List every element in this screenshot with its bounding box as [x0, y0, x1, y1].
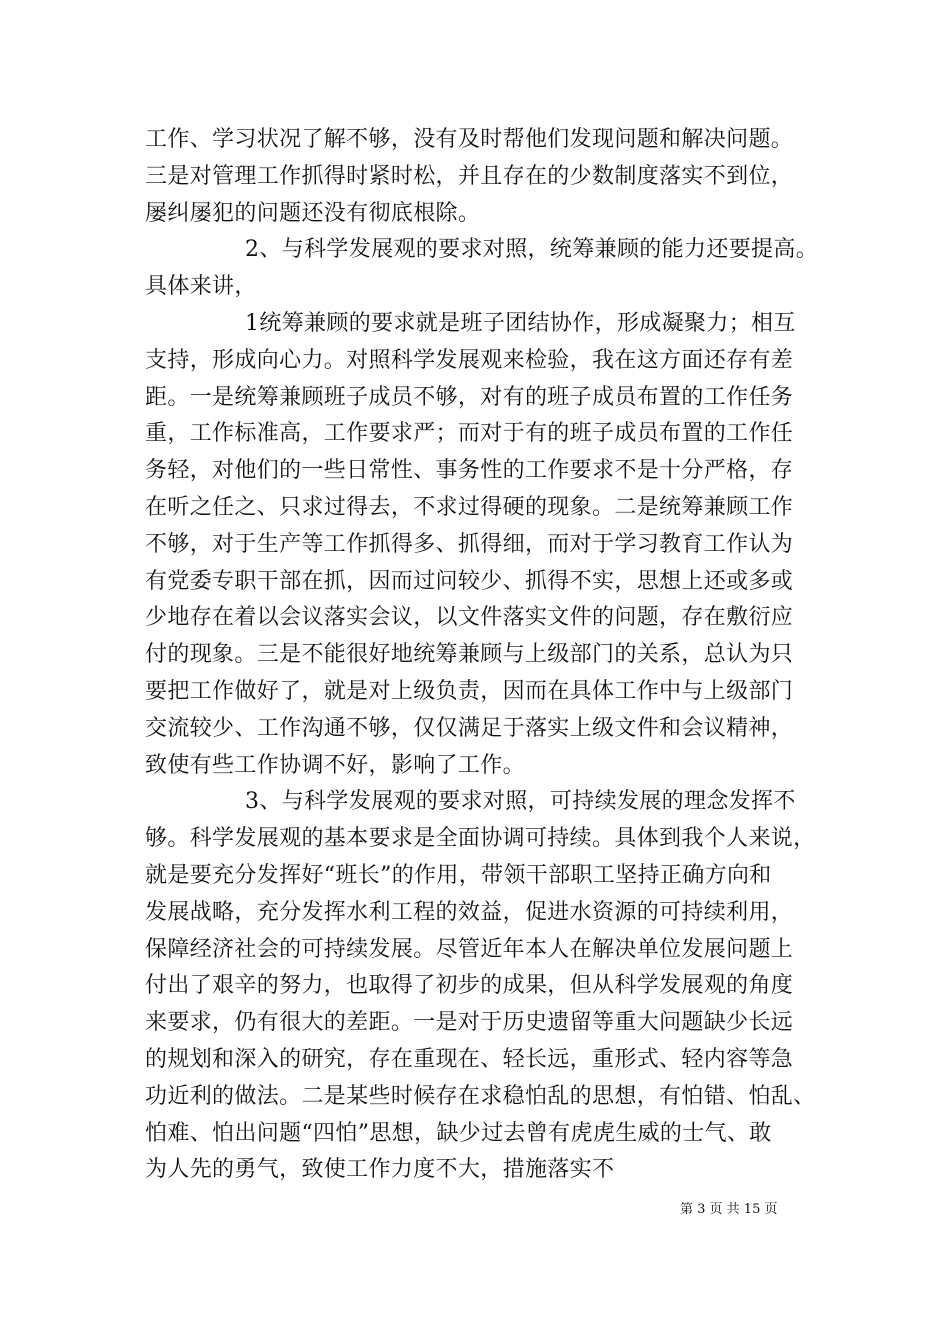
text-line: 三是对管理工作抓得时紧时松，并且存在的少数制度落实不到位， — [145, 163, 794, 189]
text-line: 有党委专职干部在抓，因而过问较少、抓得不实，思想上还或多或 — [145, 568, 794, 594]
text-line: 交流较少、工作沟通不够，仅仅满足于落实上级文件和会议精神， — [145, 715, 794, 741]
text-line: 具体来讲， — [145, 274, 257, 300]
text-line: 怕难、怕出问题“四怕”思想，缺少过去曾有虎虎生威的士气、敢 — [145, 1120, 772, 1146]
text-line: 发展战略，充分发挥水利工程的效益，促进水资源的可持续利用， — [145, 899, 794, 925]
text-line: 功近利的做法。二是某些时候存在求稳怕乱的思想，有怕错、怕乱、 — [145, 1083, 816, 1109]
text-line: 就是要充分发挥好“班长”的作用，带领干部职工坚持正确方向和 — [145, 862, 772, 888]
text-line: 工作、学习状况了解不够，没有及时帮他们发现问题和解决问题。 — [145, 127, 794, 152]
body-text — [145, 122, 835, 1189]
text-line: 重，工作标准高，工作要求严；而对于有的班子成员布置的工作任 — [145, 421, 794, 447]
text-line: 支持，形成向心力。对照科学发展观来检验，我在这方面还存有差 — [145, 347, 794, 373]
text-line: 付的现象。三是不能很好地统筹兼顾与上级部门的关系，总认为只 — [145, 642, 794, 668]
text-line: 在听之任之、只求过得去，不求过得硬的现象。二是统筹兼顾工作 — [145, 494, 794, 520]
section-heading-2: 2、与科学发展观的要求对照，统筹兼顾的能力还要提高。 — [245, 237, 819, 263]
text-line: 少地存在着以会议落实会议，以文件落实文件的问题，存在敷衍应 — [145, 605, 794, 631]
text-line: 致使有些工作协调不好，影响了工作。 — [145, 752, 525, 778]
text-line: 屡纠屡犯的问题还没有彻底根除。 — [145, 200, 481, 226]
text-line: 不够，对于生产等工作抓得多、抓得细，而对于学习教育工作认为 — [145, 531, 794, 557]
text-line: 距。一是统筹兼顾班子成员不够，对有的班子成员布置的工作任务 — [145, 384, 794, 410]
text-line: 的规划和深入的研究，存在重现在、轻长远，重形式、轻内容等急 — [145, 1046, 794, 1072]
text-line: 付出了艰辛的努力，也取得了初步的成果，但从科学发展观的角度 — [145, 973, 794, 999]
text-line: 够。科学发展观的基本要求是全面协调可持续。具体到我个人来说， — [145, 826, 816, 852]
text-line: 务轻，对他们的一些日常性、事务性的工作要求不是十分严格，存 — [145, 458, 794, 484]
text-line: 要把工作做好了，就是对上级负责，因而在具体工作中与上级部门 — [145, 678, 794, 704]
text-line: 来要求，仍有很大的差距。一是对于历史遗留等重大问题缺少长远 — [145, 1010, 794, 1036]
section-heading-3: 3、与科学发展观的要求对照，可持续发展的理念发挥不 — [245, 789, 796, 815]
text-line: 保障经济社会的可持续发展。尽管近年本人在解决单位发展问题上 — [145, 936, 794, 962]
page-number-footer: 第 3 页 共 15 页 — [680, 1202, 778, 1217]
text-line: 为人先的勇气，致使工作力度不大，措施落实不 — [145, 1157, 615, 1183]
paragraph-start: 1统筹兼顾的要求就是班子团结协作，形成凝聚力；相互 — [245, 310, 796, 336]
